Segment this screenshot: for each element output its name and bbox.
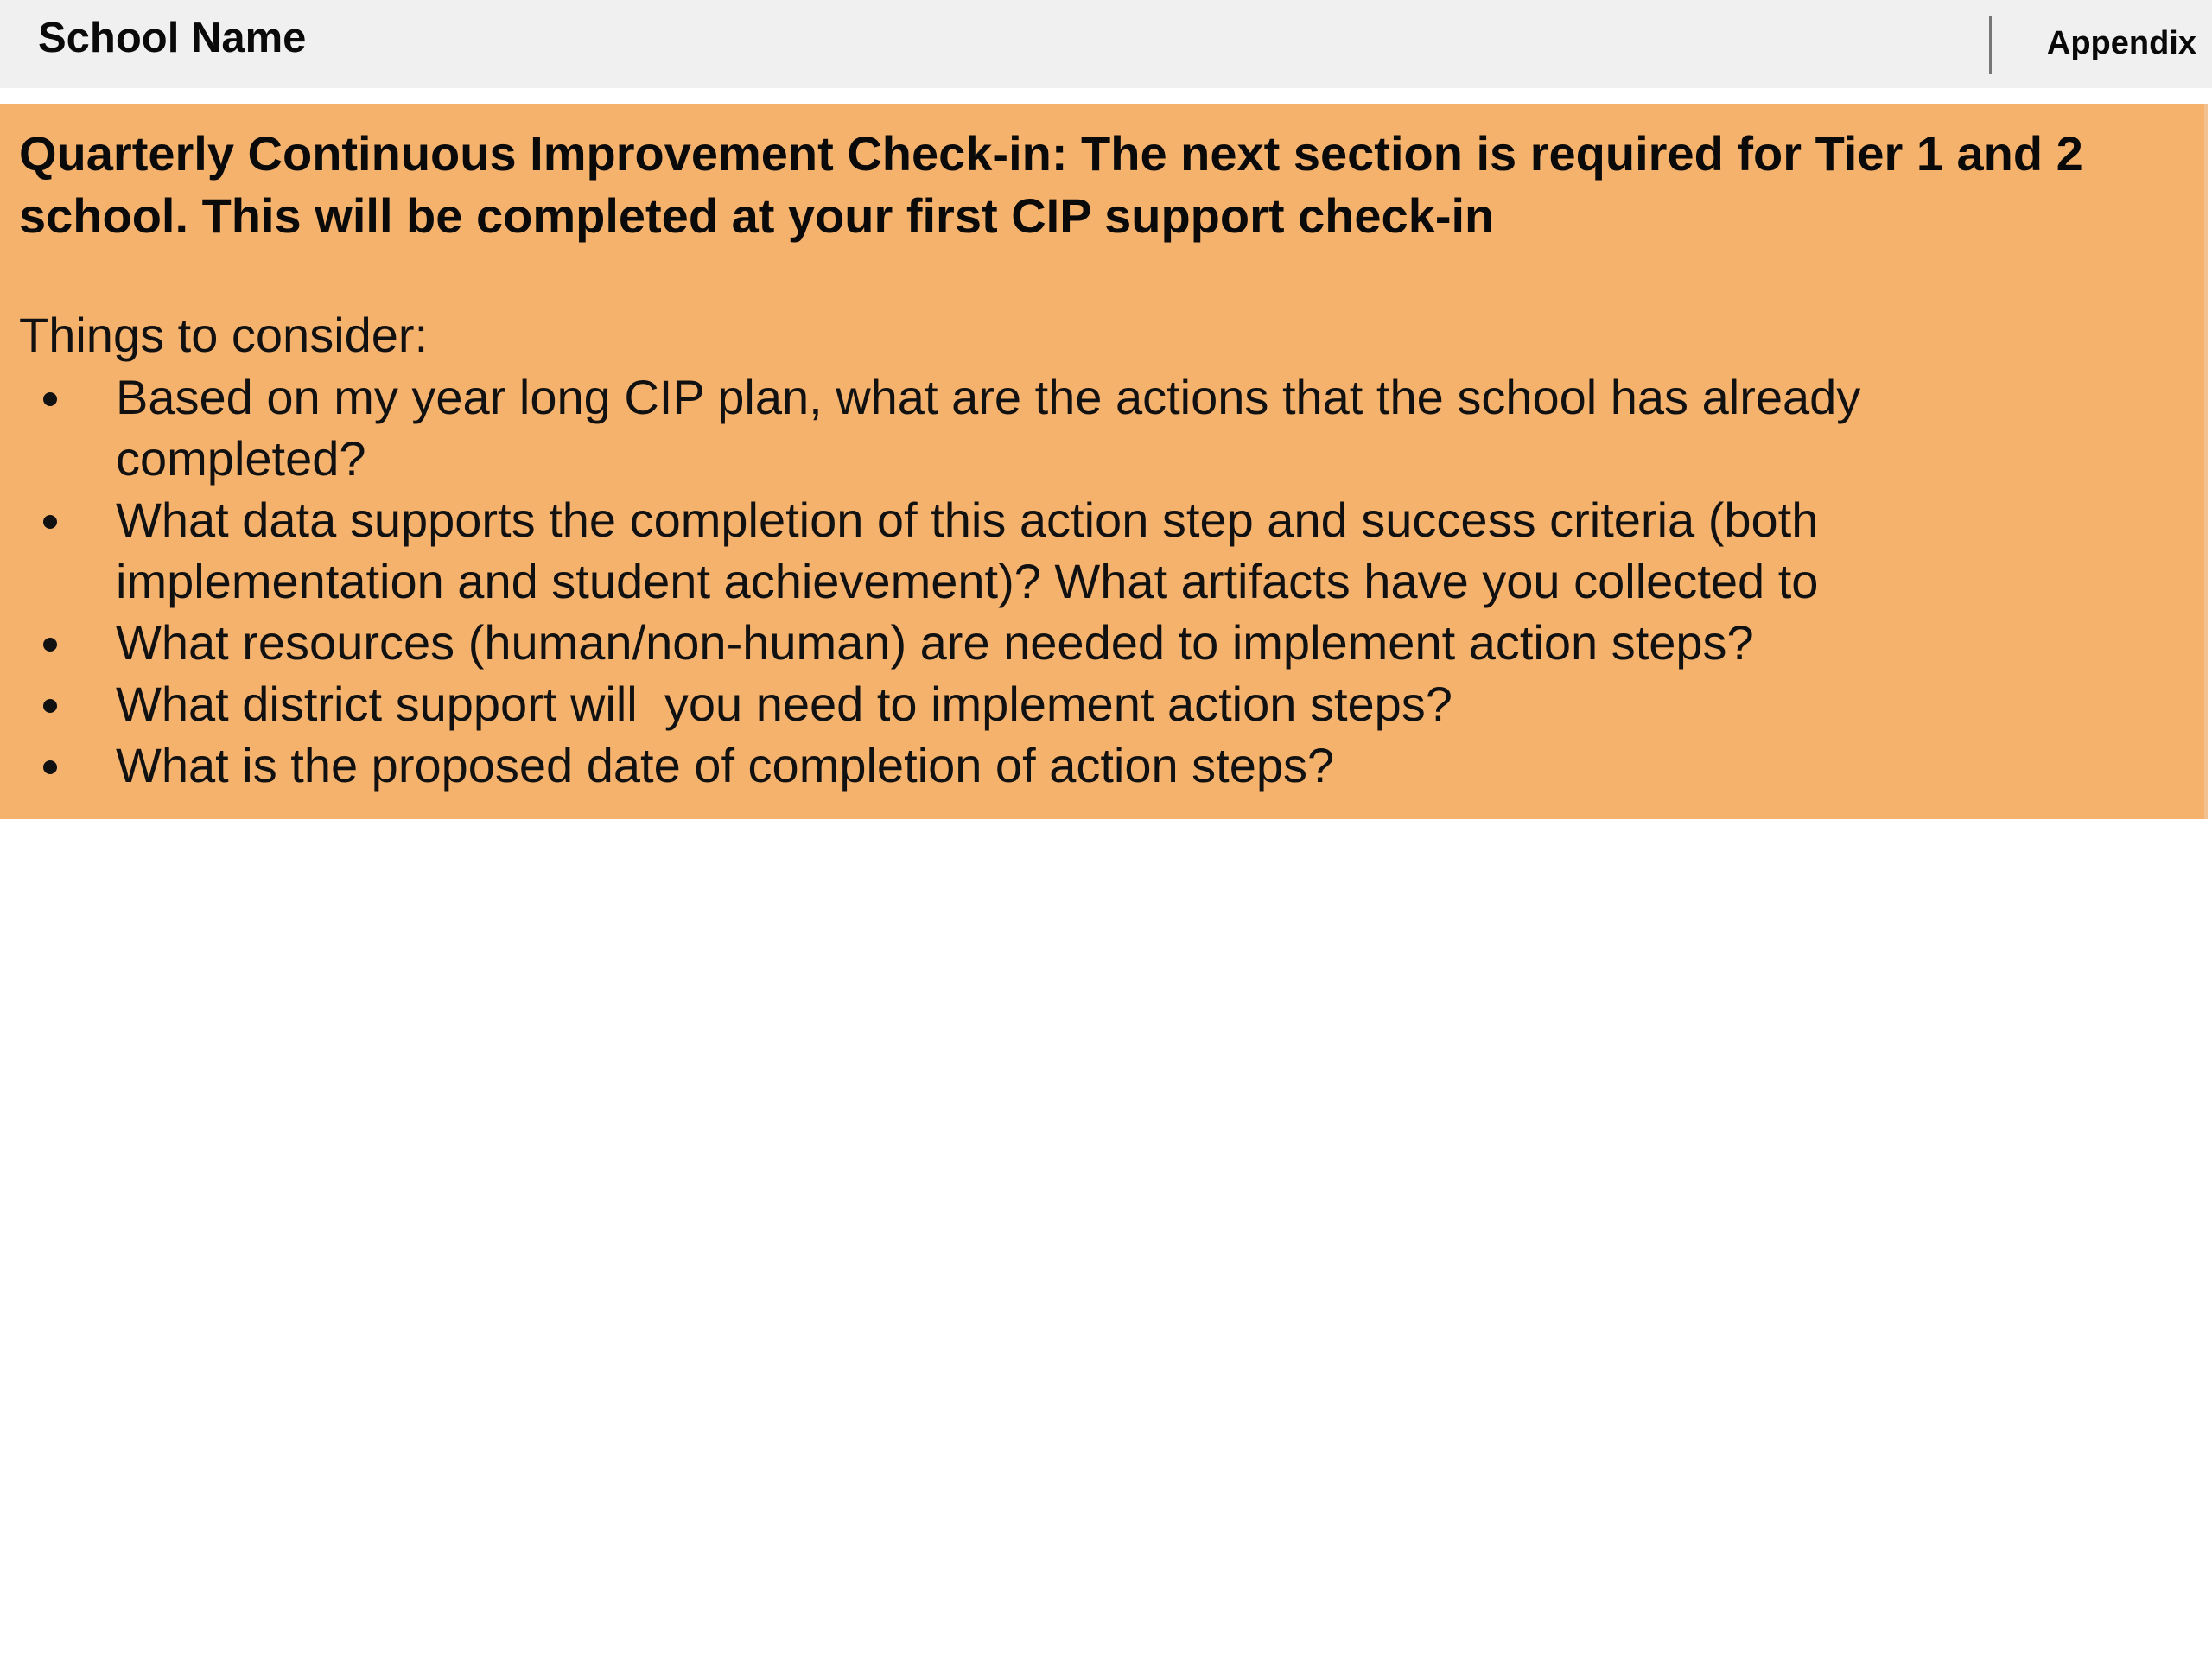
list-item — [0, 673, 2091, 734]
list-item-text: What is the proposed date of completion of action steps? — [116, 738, 1335, 792]
page-header — [0, 0, 2212, 88]
things-to-consider-label: Things to consider: — [19, 308, 429, 362]
bullet-icon — [43, 392, 57, 406]
list-item-text: What data supports the completion of this action step and success criteria (both implementation and student achievement)? What artifacts have you collected to — [116, 493, 1819, 608]
check-in-heading: Quarterly Continuous Improvement Check-in: The next section is required for Tier 1 and 2 school. This will be completed at your first CIP support check-in — [19, 126, 2083, 243]
list-item — [0, 366, 2091, 489]
header-divider — [1989, 16, 1992, 74]
list-item-text: Based on my year long CIP plan, what are the actions that the school has already completed? — [116, 370, 1861, 486]
list-item — [0, 489, 2091, 612]
list-item-text: What resources (human/non-human) are needed to implement action steps? — [116, 615, 1754, 670]
appendix-label: Appendix — [2046, 25, 2196, 61]
bullet-icon — [43, 638, 57, 652]
list-item — [0, 734, 2091, 796]
consider-list — [0, 366, 2091, 796]
list-item-text: What district support will you need to implement action steps? — [116, 677, 1452, 731]
list-item — [0, 612, 2091, 673]
check-in-panel — [0, 104, 2208, 819]
school-name-title: School Name — [38, 15, 307, 61]
bullet-icon — [43, 515, 57, 529]
bullet-icon — [43, 760, 57, 774]
bullet-icon — [43, 699, 57, 713]
